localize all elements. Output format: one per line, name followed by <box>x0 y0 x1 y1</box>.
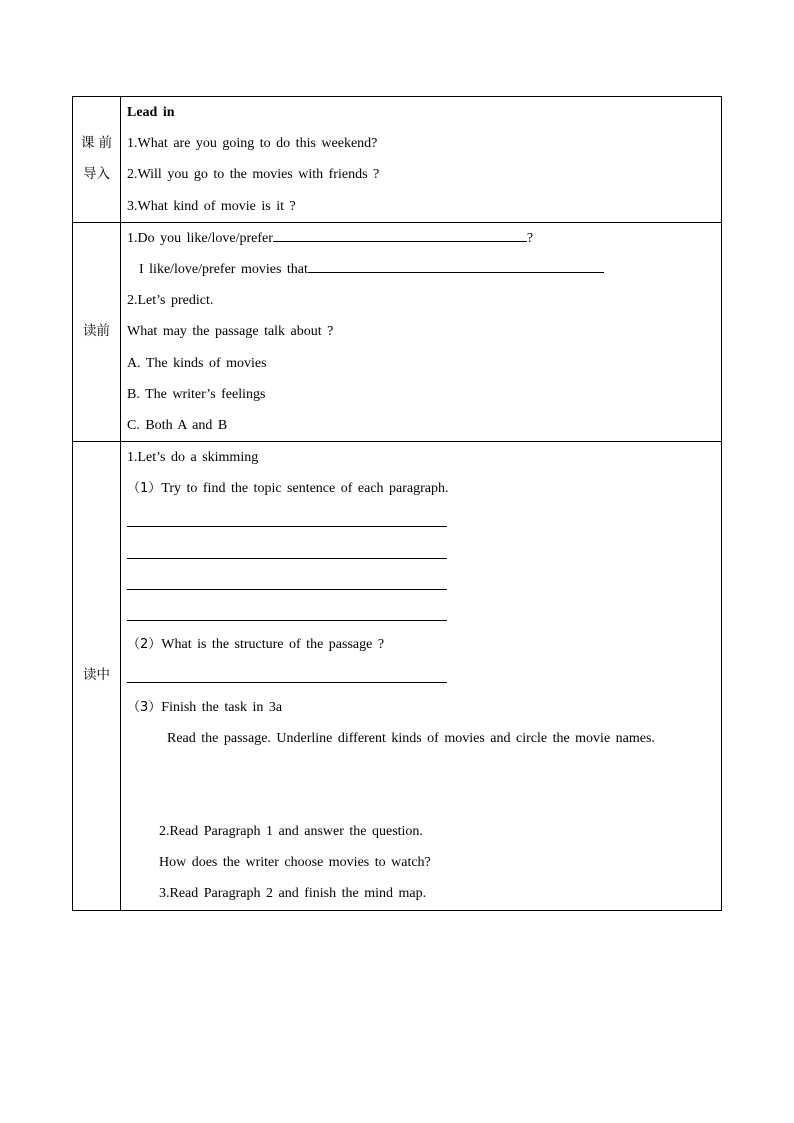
answer-line[interactable] <box>127 660 447 683</box>
pre-reading-predict-title: 2.Let’s predict. <box>127 293 214 309</box>
task-3-title: 3.Read Paragraph 2 and finish the mind map. <box>159 886 427 902</box>
section-label-while-reading: 读中 <box>73 442 121 910</box>
sub-task-2 <box>127 629 717 660</box>
pre-reading-question-1 <box>127 223 717 254</box>
blank-space <box>127 754 717 816</box>
worksheet-table <box>72 96 722 911</box>
sub-task-1 <box>127 473 717 504</box>
answer-line[interactable] <box>127 536 447 559</box>
sub-task-3-number: （3） <box>127 699 162 715</box>
sub-task-1-number: （1） <box>127 481 162 497</box>
section-while-reading <box>73 442 722 910</box>
lead-in-question-1: 1.What are you going to do this weekend? <box>127 136 378 152</box>
section-content-while-reading <box>121 442 722 910</box>
pre-reading-answer-line <box>127 254 717 285</box>
answer-blank[interactable] <box>308 271 604 273</box>
section-label-pre-reading: 读前 <box>73 222 121 441</box>
section-content-lead-in <box>121 97 722 223</box>
task-2-title: 2.Read Paragraph 1 and answer the question. <box>159 823 423 839</box>
option-c: C. Both A and B <box>127 417 228 433</box>
section-content-pre-reading <box>121 222 722 441</box>
sub-task-3-instruction: Read the passage. Underline different kinds of movies and circle the movie names. <box>167 730 655 746</box>
option-a: A. The kinds of movies <box>127 355 267 371</box>
lead-in-question-2: 2.Will you go to the movies with friends ? <box>127 167 380 183</box>
answer-prefix: I like/love/prefer movies that <box>139 261 308 277</box>
question-1-prefix: 1.Do you like/love/prefer <box>127 230 273 246</box>
answer-line[interactable] <box>127 598 447 621</box>
answer-blank[interactable] <box>273 240 527 242</box>
pre-reading-predict-question: What may the passage talk about ? <box>127 324 334 340</box>
section-label-lead-in <box>73 97 121 223</box>
task-2-question: How does the writer choose movies to watch? <box>159 855 431 871</box>
sub-task-2-number: （2） <box>127 637 162 653</box>
option-b: B. The writer’s feelings <box>127 386 266 402</box>
section-label-line2: 导入 <box>83 166 110 183</box>
section-pre-reading <box>73 222 722 441</box>
sub-task-3-text: Finish the task in 3a <box>161 699 283 715</box>
answer-line[interactable] <box>127 567 447 590</box>
section-lead-in <box>73 97 722 223</box>
question-1-suffix: ? <box>526 230 534 246</box>
task-1-title: 1.Let’s do a skimming <box>127 450 259 466</box>
worksheet-page <box>72 96 722 911</box>
section-label-line1: 课 前 <box>80 135 113 152</box>
sub-task-3 <box>127 692 717 723</box>
answer-line[interactable] <box>127 504 447 527</box>
sub-task-2-text: What is the structure of the passage ? <box>161 637 385 653</box>
lead-in-question-3: 3.What kind of movie is it ? <box>127 198 296 214</box>
sub-task-1-text: Try to find the topic sentence of each paragraph. <box>161 481 449 497</box>
lead-in-heading: Lead in <box>127 105 175 120</box>
